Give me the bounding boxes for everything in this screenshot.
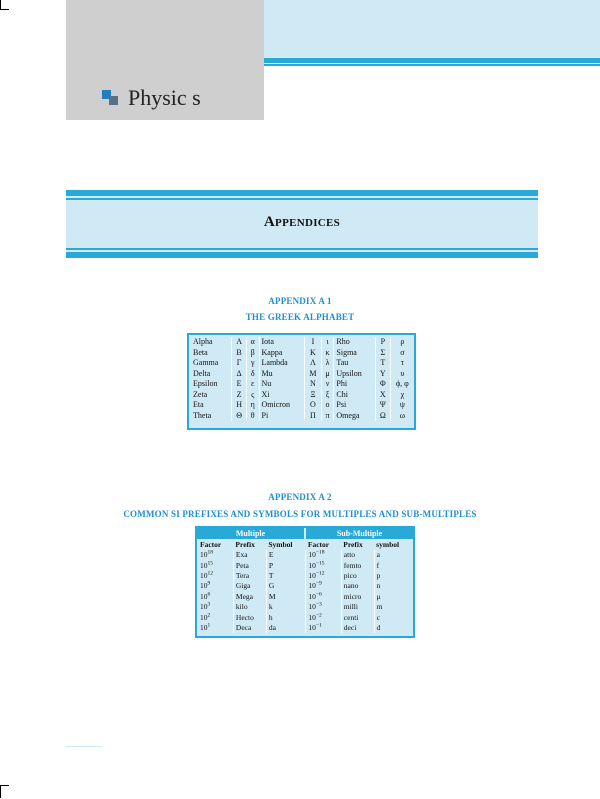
letter-symbol: η — [246, 400, 259, 411]
si-symbol: T — [266, 571, 306, 581]
letter-symbol: Δ — [232, 369, 247, 380]
banner-title-initial: A — [263, 214, 276, 230]
letter-symbol: λ — [321, 358, 334, 369]
si-row — [198, 623, 412, 633]
si-prefix: atto — [341, 550, 374, 560]
letter-symbol: Ζ — [232, 390, 247, 401]
letter-symbol: Τ — [375, 358, 390, 369]
si-symbol: n — [374, 581, 412, 591]
si-row — [198, 612, 412, 622]
letter-symbol: β — [246, 348, 259, 359]
si-factor: $10^{-2}$ — [306, 612, 341, 622]
letter-symbol: Χ — [375, 390, 390, 401]
si-prefix: micro — [341, 592, 374, 602]
si-symbol: M — [266, 592, 306, 602]
si-exponent: 1 — [207, 622, 211, 629]
crop-mark-bottom-left — [0, 785, 9, 798]
greek-row — [191, 337, 414, 348]
si-symbol: E — [266, 550, 306, 560]
letter-name: Psi — [334, 400, 375, 411]
greek-alphabet-table — [187, 333, 416, 430]
letter-name: Xi — [259, 390, 305, 401]
submultiple-heading: Sub-Multiple — [306, 528, 413, 539]
letter-name: Eta — [193, 400, 204, 410]
appendix-a1-label: APPENDIX A 1 — [268, 296, 332, 306]
letter-symbol: τ — [390, 358, 414, 369]
greek-row — [191, 369, 414, 380]
multiple-heading: Multiple — [197, 528, 304, 539]
letter-symbol: Α — [232, 337, 247, 348]
si-factor: $10^{-15}$ — [306, 560, 341, 570]
letter-name: Sigma — [334, 348, 375, 359]
si-row — [198, 592, 412, 602]
letter-symbol: ε — [246, 379, 259, 390]
letter-symbol: ξ — [321, 390, 334, 401]
letter-symbol: υ — [390, 369, 414, 380]
si-exponent: 15 — [207, 560, 213, 567]
letter-symbol: Φ — [375, 379, 390, 390]
si-factor: $10^{18}$ — [200, 549, 213, 560]
si-column-header: symbol — [376, 540, 400, 549]
letter-name: Epsilon — [193, 379, 218, 389]
greek-row — [191, 358, 414, 369]
si-exponent: −2 — [315, 612, 322, 619]
banner-title — [66, 214, 538, 231]
letter-name: Mu — [259, 369, 305, 380]
letter-symbol: Ι — [305, 337, 322, 348]
letter-symbol: π — [321, 411, 334, 422]
appendix-a2-label: APPENDIX A 2 — [268, 492, 332, 502]
letter-symbol: ι — [321, 337, 334, 348]
appendices-banner — [66, 190, 538, 258]
si-column-header: Symbol — [268, 540, 293, 549]
letter-name: Phi — [334, 379, 375, 390]
si-row — [198, 560, 412, 570]
greek-row — [191, 411, 414, 422]
si-symbol: m — [374, 602, 412, 612]
header-blue-band — [264, 0, 600, 58]
si-exponent: −15 — [315, 560, 325, 567]
si-exponent: 12 — [207, 570, 213, 577]
si-symbol: P — [266, 560, 306, 570]
si-symbol: c — [374, 612, 412, 622]
si-exponent: −12 — [315, 570, 325, 577]
letter-symbol: γ — [246, 358, 259, 369]
letter-symbol: θ — [246, 411, 259, 422]
si-symbol: k — [266, 602, 306, 612]
letter-symbol: ς — [246, 390, 259, 401]
letter-symbol: κ — [321, 348, 334, 359]
si-prefix: nano — [341, 581, 374, 591]
si-prefix: kilo — [233, 602, 266, 612]
appendix-a2-title: COMMON SI PREFIXES AND SYMBOLS FOR MULTIPLES AND SUB-MULTIPLES — [123, 509, 477, 519]
letter-symbol: Β — [232, 348, 247, 359]
letter-symbol: Ε — [232, 379, 247, 390]
greek-row — [191, 400, 414, 411]
si-prefix: Peta — [233, 560, 266, 570]
si-exponent: 6 — [207, 591, 211, 598]
si-factor: $10^{-18}$ — [306, 550, 341, 560]
si-table — [198, 540, 412, 633]
header-rule — [264, 58, 600, 63]
si-prefix: femto — [341, 560, 374, 570]
si-factor: $10^{15}$ — [200, 560, 213, 570]
si-row — [198, 550, 412, 560]
si-column-header: Factor — [200, 540, 222, 549]
letter-name: Delta — [193, 368, 211, 378]
letter-symbol: Η — [232, 400, 247, 411]
si-factor: $10^{-3}$ — [306, 602, 341, 612]
si-prefix: milli — [341, 602, 374, 612]
letter-symbol: Ψ — [375, 400, 390, 411]
letter-symbol: Κ — [305, 348, 322, 359]
si-symbol: p — [374, 571, 412, 581]
letter-name: Tau — [334, 358, 375, 369]
letter-name: Pi — [259, 411, 305, 422]
si-prefix: Tera — [233, 571, 266, 581]
si-factor: $10^{-9}$ — [306, 581, 341, 591]
si-prefix: Exa — [233, 550, 266, 560]
letter-symbol: ψ — [390, 400, 414, 411]
letter-name: Nu — [259, 379, 305, 390]
letter-symbol: Λ — [305, 358, 322, 369]
crop-mark-top-left — [0, 0, 9, 10]
si-column-header: Prefix — [235, 540, 255, 549]
greek-row — [191, 379, 414, 390]
si-factor: $10^{-6}$ — [306, 592, 341, 602]
letter-name: Upsilon — [334, 369, 375, 380]
squares-icon — [102, 90, 120, 106]
letter-symbol: μ — [321, 369, 334, 380]
letter-name: Theta — [193, 410, 212, 420]
letter-symbol: Ο — [305, 400, 322, 411]
letter-symbol: Ν — [305, 379, 322, 390]
letter-name: Gamma — [193, 358, 219, 368]
footer-rule — [66, 746, 102, 747]
si-exponent: 18 — [207, 549, 213, 556]
letter-name: Zeta — [193, 389, 208, 399]
letter-symbol: Π — [305, 411, 322, 422]
letter-name: Beta — [193, 347, 208, 357]
si-symbol: G — [266, 581, 306, 591]
letter-name: Iota — [259, 337, 305, 348]
letter-symbol: χ — [390, 390, 414, 401]
letter-symbol: ϕ, φ — [390, 379, 414, 390]
si-prefix: Hecto — [233, 612, 266, 622]
letter-symbol: Σ — [375, 348, 390, 359]
si-row — [198, 581, 412, 591]
letter-symbol: ο — [321, 400, 334, 411]
si-exponent: −6 — [315, 591, 322, 598]
letter-name: Lambda — [259, 358, 305, 369]
banner-title-rest: PPENDICES — [275, 217, 341, 229]
si-factor: $10^9$ — [200, 580, 211, 591]
si-prefix-table — [195, 526, 415, 638]
si-factor: $10^3$ — [200, 601, 211, 612]
appendix-a1-title: THE GREEK ALPHABET — [245, 312, 355, 322]
si-exponent: −18 — [315, 549, 325, 556]
letter-symbol: Υ — [375, 369, 390, 380]
si-exponent: −3 — [315, 601, 322, 608]
si-prefix: Mega — [233, 592, 266, 602]
si-exponent: 3 — [207, 601, 211, 608]
header-rule-thin — [264, 64, 600, 66]
si-symbol: h — [266, 612, 306, 622]
si-exponent: −1 — [315, 622, 322, 629]
si-symbol: a — [374, 550, 412, 560]
si-factor: $10^{12}$ — [200, 570, 213, 580]
greek-table — [191, 337, 414, 421]
si-symbol: f — [374, 560, 412, 570]
letter-symbol: ν — [321, 379, 334, 390]
book-title — [102, 86, 201, 110]
si-exponent: −9 — [315, 580, 322, 587]
si-exponent: 9 — [207, 580, 211, 587]
si-factor: $10^{-1}$ — [306, 623, 341, 633]
si-symbol: da — [266, 623, 306, 633]
si-header-row — [198, 540, 412, 550]
si-symbol: μ — [374, 592, 412, 602]
si-row — [198, 571, 412, 581]
si-symbol: d — [374, 623, 412, 633]
letter-symbol: δ — [246, 369, 259, 380]
book-title-text: Physic s — [128, 85, 201, 110]
si-factor: $10^{-12}$ — [306, 571, 341, 581]
si-row — [198, 602, 412, 612]
letter-symbol: Γ — [232, 358, 247, 369]
letter-symbol: Ρ — [375, 337, 390, 348]
si-prefix: Deca — [233, 623, 266, 633]
si-column-header: Prefix — [343, 540, 363, 549]
letter-symbol: α — [246, 337, 259, 348]
letter-name: Rho — [334, 337, 375, 348]
greek-row — [191, 390, 414, 401]
letter-symbol: Θ — [232, 411, 247, 422]
letter-symbol: Ξ — [305, 390, 322, 401]
si-factor: $10^6$ — [200, 591, 211, 601]
si-prefix: pico — [341, 571, 374, 581]
si-exponent: 2 — [207, 612, 211, 619]
letter-symbol: σ — [390, 348, 414, 359]
greek-row — [191, 348, 414, 359]
si-prefix: Giga — [233, 581, 266, 591]
letter-name: Alpha — [193, 337, 213, 347]
si-factor: $10^1$ — [200, 622, 211, 632]
letter-symbol: ρ — [390, 337, 414, 348]
letter-name: Kappa — [259, 348, 305, 359]
si-factor: $10^2$ — [200, 612, 211, 622]
si-prefix: deci — [341, 623, 374, 633]
si-column-header: Factor — [307, 540, 330, 549]
letter-name: Omega — [334, 411, 375, 422]
letter-symbol: Μ — [305, 369, 322, 380]
letter-symbol: Ω — [375, 411, 390, 422]
si-prefix: centi — [341, 612, 374, 622]
letter-name: Omicron — [259, 400, 305, 411]
letter-symbol: ω — [390, 411, 414, 422]
letter-name: Chi — [334, 390, 375, 401]
